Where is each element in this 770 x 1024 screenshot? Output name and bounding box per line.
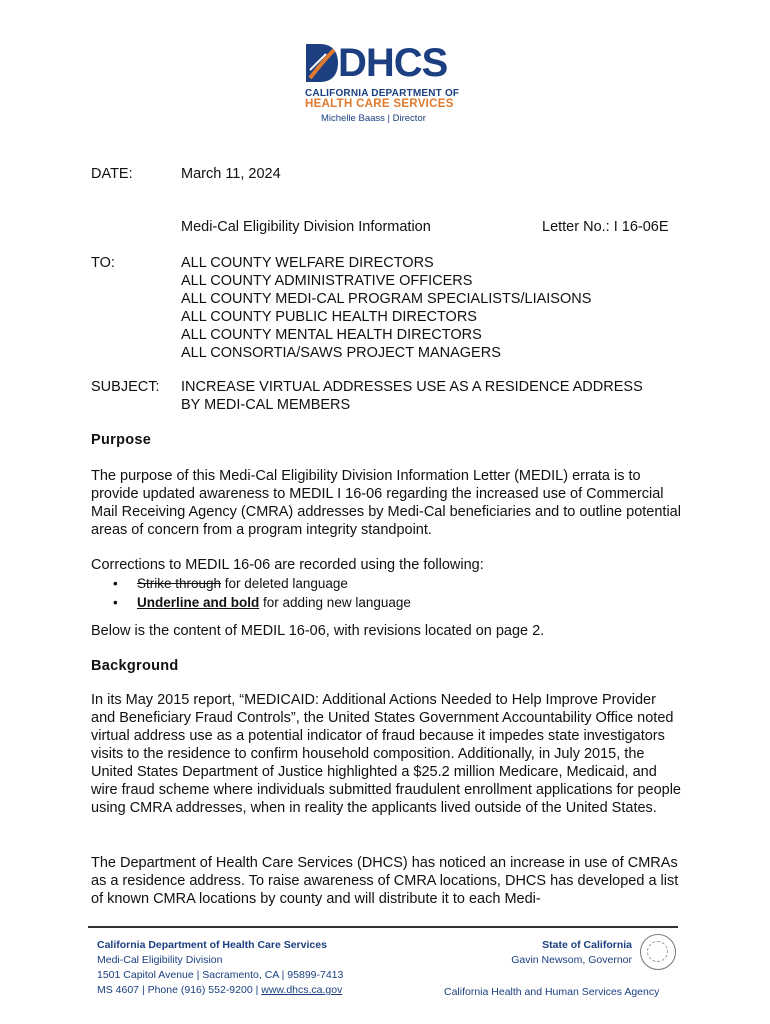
recipient-item: ALL COUNTY MENTAL HEALTH DIRECTORS bbox=[181, 327, 482, 343]
footer-divider bbox=[88, 926, 678, 928]
footer-contact bbox=[97, 983, 343, 998]
to-label: TO: bbox=[91, 255, 115, 271]
letter-number: Letter No.: I 16-06E bbox=[542, 219, 669, 235]
purpose-paragraph: The purpose of this Medi-Cal Eligibility Division Information Letter (MEDIL) errata is to provide updated awareness to MEDIL I 16-06 regarding the increased use of Commercial Mail Receiving Agency (CMRA) addresses by Medi-Cal beneficiaries and to outline potential areas of concern from a program integrity standpoint. bbox=[91, 468, 681, 538]
state-seal-icon bbox=[640, 934, 676, 970]
letter-type: Medi-Cal Eligibility Division Information bbox=[181, 219, 431, 235]
website-link[interactable]: www.dhcs.ca.gov bbox=[261, 984, 343, 996]
footer-division: Medi-Cal Eligibility Division bbox=[97, 954, 223, 966]
dhcs-logo bbox=[300, 40, 460, 130]
background-paragraph: In its May 2015 report, “MEDICAID: Additional Actions Needed to Help Improve Provider and Beneficiary Fraud Controls”, the United States Government Accountability Office noted virtual address use as a potential indicator of fraud because it impedes state investigators visits to the residence to confirm household composition. Additionally, in July 2015, the United States Department of Justice highlighted a $25.2 million Medicare, Medicaid, and wire fraud scheme where individuals submitted fraudulent enrollment applications for people using CMRA addresses, when in reality the applicants lived outside of the United States. bbox=[91, 692, 681, 816]
logo-wordmark: DHCS bbox=[338, 41, 448, 85]
footer-right bbox=[511, 938, 632, 968]
footer-state: State of California bbox=[542, 939, 632, 951]
logo-dept-line: CALIFORNIA DEPARTMENT OF bbox=[305, 88, 460, 99]
footer-left bbox=[97, 938, 343, 998]
list-item bbox=[91, 574, 411, 593]
strike-through-example: Strike through bbox=[137, 576, 222, 591]
bullet-text: for deleted language bbox=[221, 576, 348, 591]
date-label: DATE: bbox=[91, 166, 133, 182]
dhcs-paragraph: The Department of Health Care Services (DHCS) has noticed an increase in use of CMRAs as a residence address. To raise awareness of CMRA locations, DHCS has developed a list of known CMRA locations by county and will distribute it to each Medi- bbox=[91, 855, 679, 907]
subject-label: SUBJECT: bbox=[91, 379, 160, 395]
list-item bbox=[91, 593, 411, 612]
footer-governor: Gavin Newsom, Governor bbox=[511, 954, 632, 966]
footer-agency: California Health and Human Services Agency bbox=[444, 986, 660, 998]
recipient-item: ALL CONSORTIA/SAWS PROJECT MANAGERS bbox=[181, 345, 501, 361]
footer-dept: California Department of Health Care Services bbox=[97, 939, 327, 951]
footer-address: 1501 Capitol Avenue | Sacramento, CA | 95899-7413 bbox=[97, 969, 344, 981]
recipient-item: ALL COUNTY ADMINISTRATIVE OFFICERS bbox=[181, 273, 473, 289]
purpose-heading: Purpose bbox=[91, 432, 152, 448]
background-heading: Background bbox=[91, 658, 179, 674]
footer-phone: MS 4607 | Phone (916) 552-9200 | bbox=[97, 984, 262, 996]
bullet-text: for adding new language bbox=[259, 595, 411, 610]
recipient-item: ALL COUNTY PUBLIC HEALTH DIRECTORS bbox=[181, 309, 477, 325]
recipient-list bbox=[181, 254, 591, 362]
underline-bold-example: Underline and bold bbox=[137, 595, 260, 610]
recipient-item: ALL COUNTY MEDI-CAL PROGRAM SPECIALISTS/LIAISONS bbox=[181, 291, 592, 307]
logo-hcs-line: HEALTH CARE SERVICES bbox=[305, 98, 454, 110]
logo-director: Michelle Baass | Director bbox=[321, 113, 426, 124]
corrections-intro: Corrections to MEDIL 16-06 are recorded using the following: bbox=[91, 557, 484, 573]
below-note: Below is the content of MEDIL 16-06, with revisions located on page 2. bbox=[91, 623, 545, 639]
date-value: March 11, 2024 bbox=[181, 166, 281, 182]
subject-line: INCREASE VIRTUAL ADDRESSES USE AS A RESIDENCE ADDRESS bbox=[181, 379, 643, 395]
bullet-glyph: • bbox=[113, 576, 118, 591]
recipient-item: ALL COUNTY WELFARE DIRECTORS bbox=[181, 255, 434, 271]
dhcs-d-mark-icon bbox=[304, 42, 340, 84]
corrections-list bbox=[91, 574, 411, 612]
subject-line: BY MEDI-CAL MEMBERS bbox=[181, 397, 351, 413]
subject bbox=[181, 378, 643, 414]
bullet-glyph: • bbox=[113, 595, 118, 610]
